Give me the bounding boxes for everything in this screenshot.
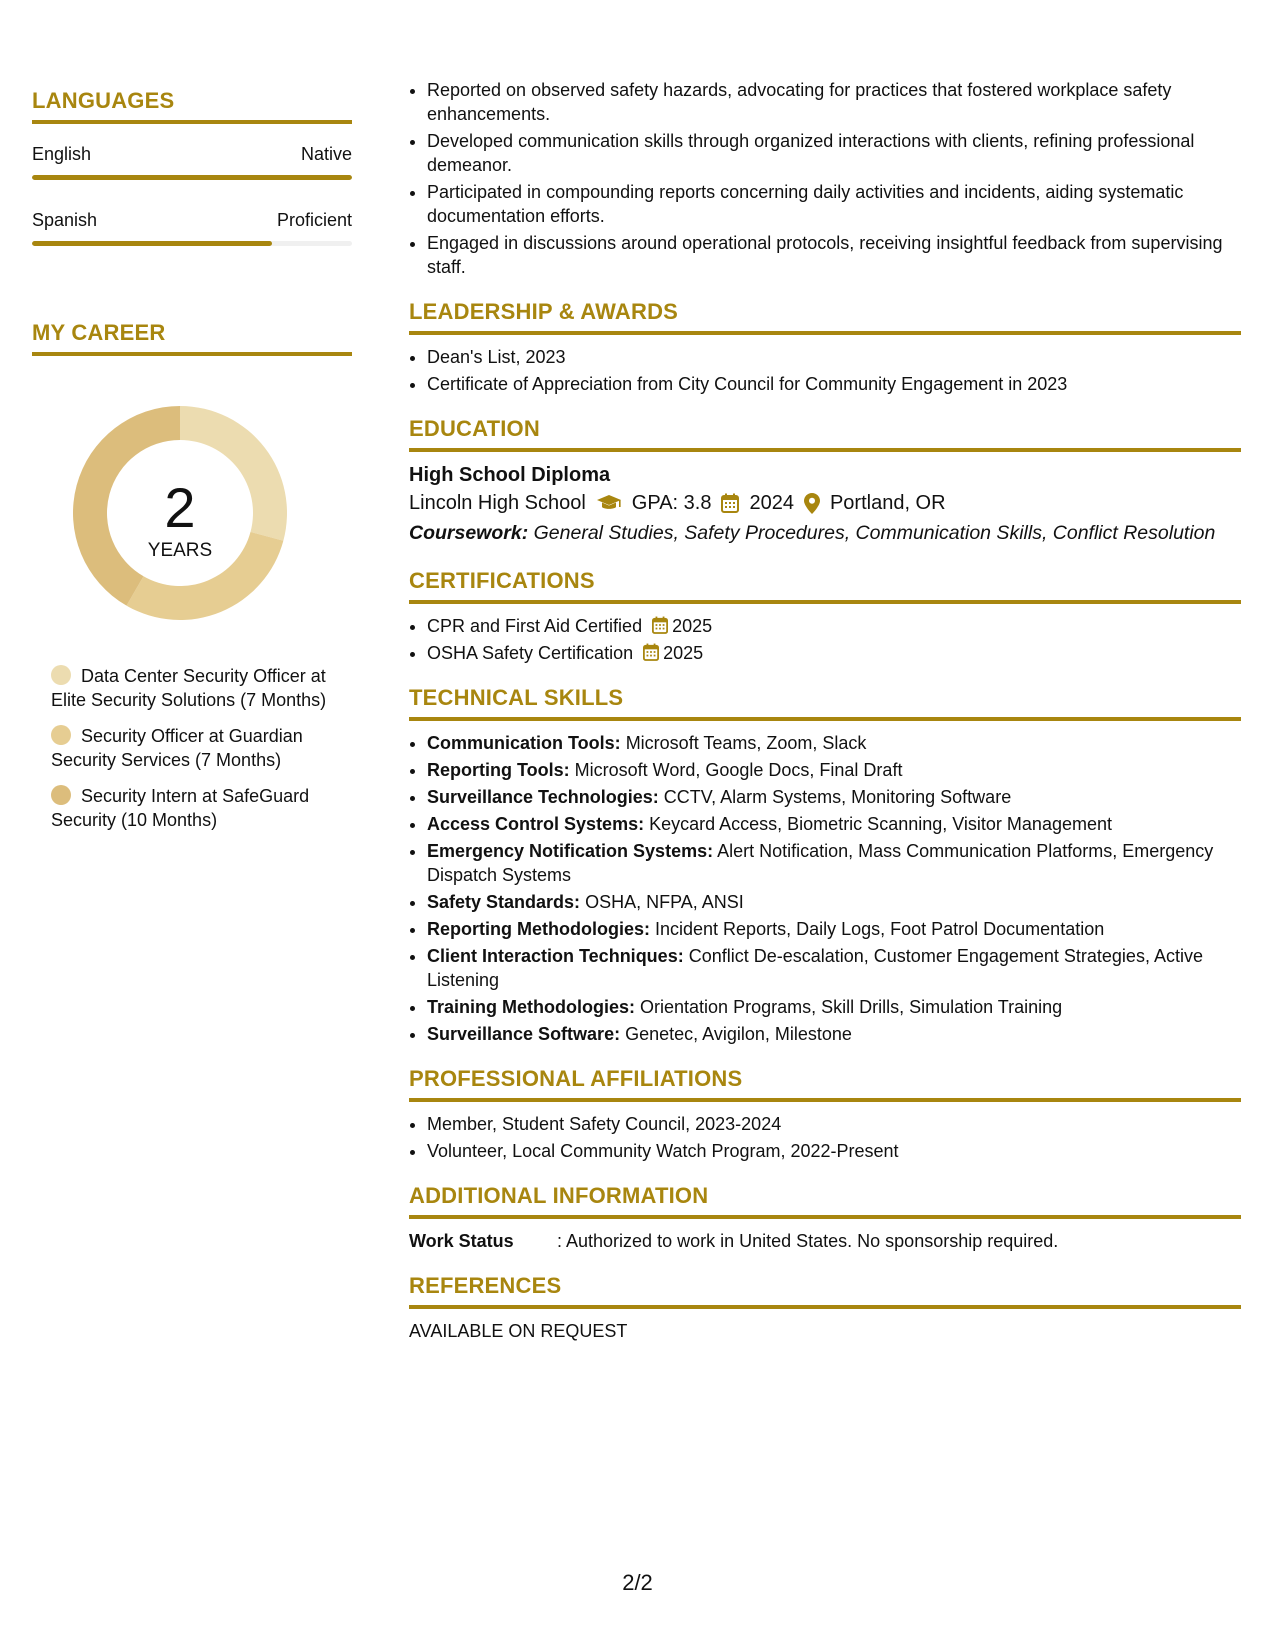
work-status-value: : Authorized to work in United States. No sponsorship required. [557,1231,1059,1251]
education-details [409,488,1241,518]
donut-center [65,398,295,628]
skill-value: Microsoft Word, Google Docs, Final Draft [574,760,903,780]
skill-value: Orientation Programs, Skill Drills, Simulation Training [640,997,1063,1017]
certification-item [427,641,1241,665]
skill-value: CCTV, Alarm Systems, Monitoring Software [663,787,1012,807]
skill-item [427,758,1241,782]
career-heading: MY CAREER [32,320,352,356]
certification-name: CPR and First Aid Certified [427,616,643,636]
language-level: Proficient [276,210,352,230]
legend-dot [51,725,71,745]
skills-section [409,685,1241,1046]
career-legend-item [51,724,352,772]
skill-label: Reporting Methodologies: [427,919,650,939]
calendar-icon [721,493,739,513]
certifications-section [409,568,1241,665]
skill-label: Communication Tools: [427,733,621,753]
skill-item [427,731,1241,755]
affiliation-item: • Member, Student Safety Council, 2023-2024 [427,1112,1241,1136]
language-english [32,144,352,180]
education-heading: EDUCATION [409,416,1241,452]
skill-item [427,995,1241,1019]
references-heading: REFERENCES [409,1273,1241,1309]
education-gpa: GPA: 3.8 [631,492,712,514]
certification-item [427,614,1241,638]
legend-dot [51,665,71,685]
skill-label: Safety Standards: [427,892,581,912]
education-school: Lincoln High School [409,492,586,514]
skill-label: Access Control Systems: [427,814,645,834]
skill-value: Genetec, Avigilon, Milestone [625,1024,852,1044]
skill-item [427,785,1241,809]
skill-label: Client Interaction Techniques: [427,946,684,966]
affiliations-heading: PROFESSIONAL AFFILIATIONS [409,1066,1241,1102]
language-bar-track [32,175,352,180]
skill-value: Keycard Access, Biometric Scanning, Visitor Management [649,814,1112,834]
work-status-row [409,1229,1241,1253]
skill-item [427,890,1241,914]
leadership-heading: LEADERSHIP & AWARDS [409,299,1241,335]
education-coursework [409,518,1241,548]
language-bar-track [32,241,352,246]
leadership-item: • Certificate of Appreciation from City Council for Community Engagement in 2023 [427,372,1241,396]
legend-dot [51,785,71,805]
left-column [32,88,352,844]
skills-heading: TECHNICAL SKILLS [409,685,1241,721]
right-column [409,78,1241,1343]
skill-value: Conflict De-escalation, Customer Engagement Strategies, Active Listening [427,946,1203,990]
leadership-item: • Dean's List, 2023 [427,345,1241,369]
experience-bullet: • Participated in compounding reports concerning daily activities and incidents, aiding systematic documentation efforts. [427,180,1241,228]
skill-item [427,944,1241,992]
language-name: Spanish [32,210,98,230]
languages-heading: LANGUAGES [32,88,352,124]
career-legend [32,664,352,832]
references-section [409,1273,1241,1343]
education-location: Portland, OR [829,492,946,514]
skill-value: Alert Notification, Mass Communication Platforms, Emergency Dispatch Systems [427,841,1214,885]
experience-bullet: • Developed communication skills through organized interactions with clients, refining professional demeanor. [427,129,1241,177]
education-degree: High School Diploma [409,464,611,486]
certifications-heading: CERTIFICATIONS [409,568,1241,604]
skill-value: Incident Reports, Daily Logs, Foot Patrol Documentation [655,919,1105,939]
experience-bullet: • Reported on observed safety hazards, advocating for practices that fostered workplace safety enhancements. [427,78,1241,126]
education-year: 2024 [749,492,794,514]
skill-label: Training Methodologies: [427,997,635,1017]
coursework-value: General Studies, Safety Procedures, Communication Skills, Conflict Resolution [533,522,1216,544]
additional-section [409,1183,1241,1253]
location-pin-icon [804,493,820,514]
skill-item [427,1022,1241,1046]
coursework-label: Coursework: [409,522,529,544]
career-total: 2 [164,476,196,539]
language-bar-fill [32,241,272,246]
skill-label: Emergency Notification Systems: [427,841,714,861]
affiliation-item: • Volunteer, Local Community Watch Program, 2022-Present [427,1139,1241,1163]
language-level: Native [300,144,352,164]
career-legend-label: Security Intern at SafeGuard Security (10 Months) [51,786,310,830]
language-spanish [32,210,352,246]
skill-label: Surveillance Technologies: [427,787,659,807]
graduation-cap-icon [596,494,622,512]
experience-bullets [409,78,1241,279]
career-legend-label: Data Center Security Officer at Elite Security Solutions (7 Months) [51,666,327,710]
career-legend-item [51,664,352,712]
page-number: 2/2 [622,1570,653,1595]
career-legend-item [51,784,352,832]
career-legend-label: Security Officer at Guardian Security Services (7 Months) [51,726,303,770]
certification-year: 2025 [663,643,704,663]
skill-label: Reporting Tools: [427,760,570,780]
skill-item [427,839,1241,887]
education-section [409,416,1241,548]
language-name: English [32,144,92,164]
certification-name: OSHA Safety Certification [427,643,634,663]
references-text: AVAILABLE ON REQUEST [409,1321,628,1341]
calendar-icon [652,616,668,634]
work-status-label: Work Status [409,1231,514,1251]
skill-value: Microsoft Teams, Zoom, Slack [625,733,867,753]
career-donut-chart [65,398,295,628]
certification-year: 2025 [672,616,713,636]
skill-label: Surveillance Software: [427,1024,621,1044]
additional-heading: ADDITIONAL INFORMATION [409,1183,1241,1219]
career-unit: YEARS [147,540,213,561]
language-bar-fill [32,175,352,180]
affiliations-section [409,1066,1241,1163]
leadership-section [409,299,1241,396]
skill-value: OSHA, NFPA, ANSI [585,892,744,912]
skill-item [427,812,1241,836]
experience-bullet: • Engaged in discussions around operational protocols, receiving insightful feedback from supervising staff. [427,231,1241,279]
calendar-icon [643,643,659,661]
skill-item [427,917,1241,941]
